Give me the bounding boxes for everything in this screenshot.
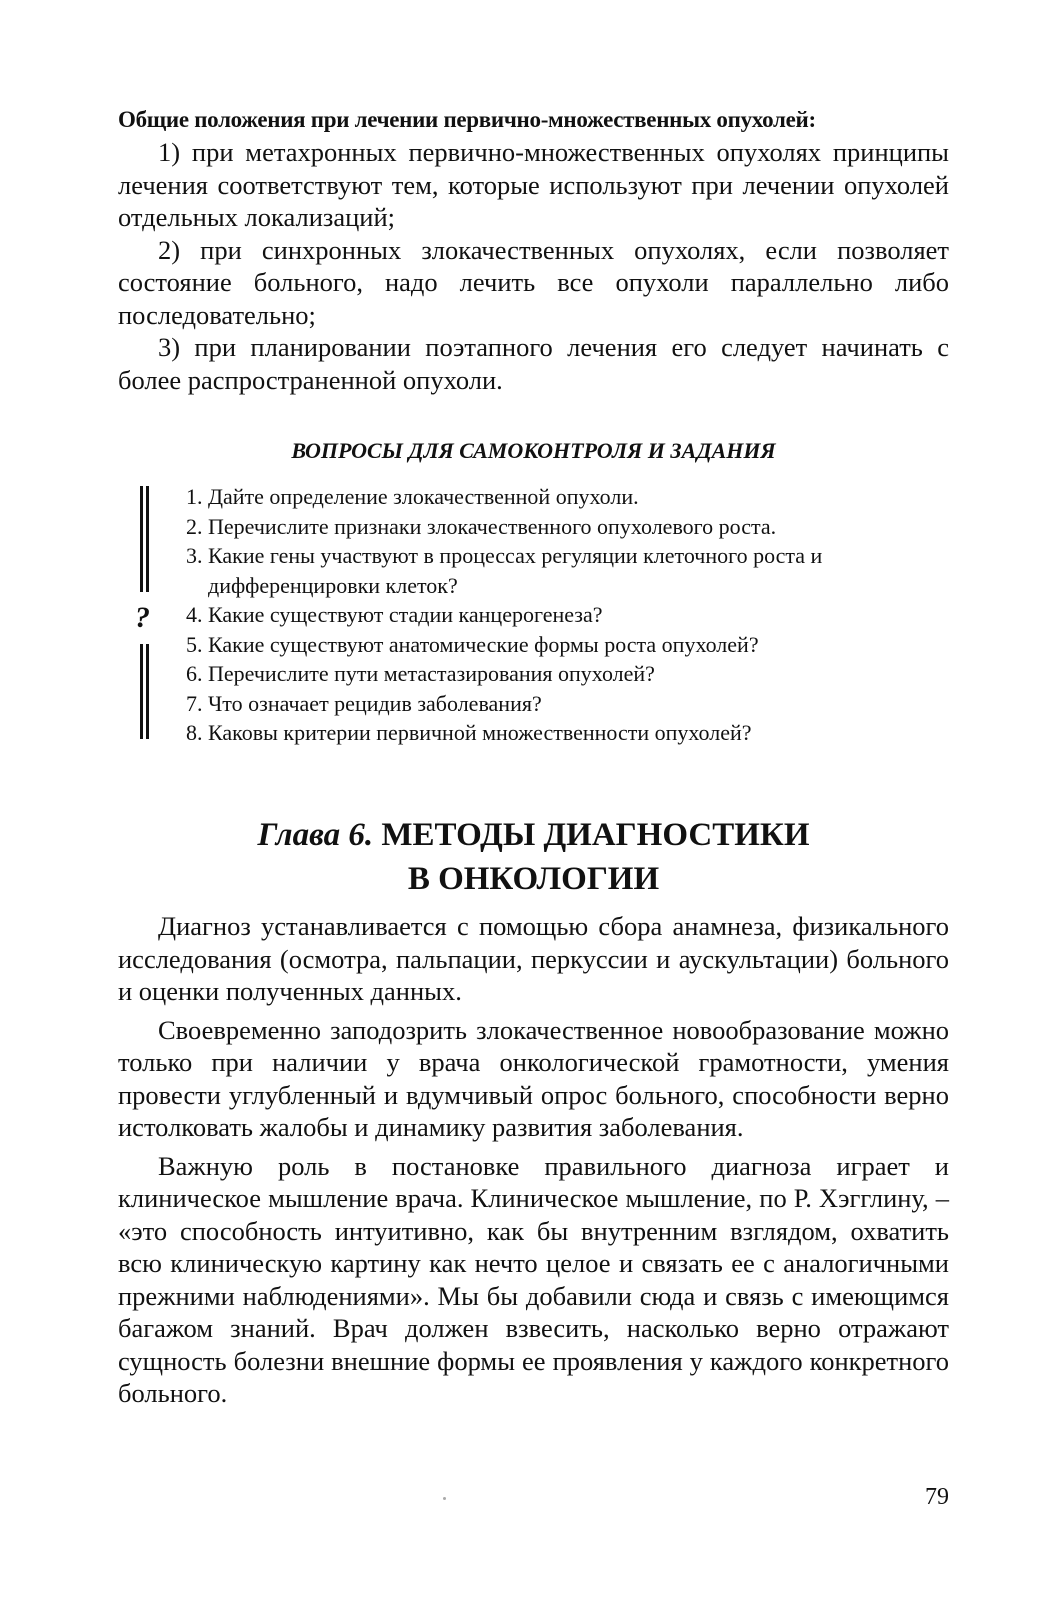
question-item [186,659,956,689]
chapter-label: Глава 6. [257,817,374,853]
question-text: Какие существуют стадии канцерогенеза? [208,602,603,627]
questions-list [186,482,956,748]
question-number: 7. [186,690,203,716]
question-number: 2. [186,513,203,539]
chapter-title-line-2: В ОНКОЛОГИИ [407,861,660,897]
question-number: 5. [186,631,203,657]
chapter-paragraph: Своевременно заподозрить злокачественное новообразование можно только при наличии у врача онкологической грамотности, умения провести углубленный и вдумчивый опрос больного, способности верно истолковать жалобы и динамику развития заболевания. [118,1014,949,1142]
chapter-body [118,910,949,1410]
margin-bar-upper-right [146,486,149,592]
question-text: Каковы критерии первичной множественности опухолей? [208,720,752,745]
question-number: 8. [186,720,203,745]
chapter-title-text: МЕТОДЫ ДИАГНОСТИКИ [381,817,810,853]
question-text: Что означает рецидив заболевания? [208,690,542,716]
question-item [186,718,956,748]
question-item [186,482,956,512]
question-number: 1. [186,484,203,509]
chapter-title-line-1 [118,813,949,857]
question-item [186,512,956,542]
chapter-title [118,813,949,901]
question-item [186,600,956,630]
general-item-3: 3) при планировании поэтапного лечения его следует начинать с более распространенной опухоли. [118,332,949,395]
question-item [186,689,956,719]
question-number: 3. [186,543,203,568]
question-text: Какие гены участвуют в процессах регуляции клеточного роста и дифференцировки клеток? [208,543,823,598]
question-number: 6. [186,661,203,686]
general-provisions-section [118,104,949,396]
question-text: Перечислите пути метастазирования опухолей? [208,661,655,686]
margin-bar-lower-right [146,644,149,739]
margin-bar-upper-left [140,486,143,592]
question-text: Перечислите признаки злокачественного опухолевого роста. [208,513,777,539]
general-provisions-heading: Общие положения при лечении первично-множественных опухолей: [118,107,816,132]
chapter-paragraph: Диагноз устанавливается с помощью сбора анамнеза, физикального исследования (осмотра, пальпации, перкуссии и аускультации) больного и оценки полученных данных. [118,911,949,1006]
question-text: Какие существуют анатомические формы роста опухолей? [208,631,759,657]
chapter-paragraph: Важную роль в постановке правильного диагноза играет и клиническое мышление врача. Клиническое мышление, по Р. Хэгглину, – «это способность интуитивно, как бы внутренним взглядом, охватить всю клиническую картину как нечто целое и связать ее с аналогичными прежними наблюдениями». Мы бы добавили сюда и связь с имеющимся багажом знаний. Врач должен взвесить, насколько верно отражают сущность болезни внешние формы ее проявления у каждого конкретного больного. [118,1150,949,1408]
question-mark-icon: ? [135,601,150,634]
general-item-1: 1) при метахронных первично-множественных опухолях принципы лечения соответствуют тем, которые используют при лечении опухолей отдельных локализаций; [118,137,949,232]
page-number: 79 [925,1484,949,1510]
questions-title: ВОПРОСЫ ДЛЯ САМОКОНТРОЛЯ И ЗАДАНИЯ [291,438,776,463]
margin-bar-lower-left [140,644,143,739]
question-text: Дайте определение злокачественной опухоли. [208,484,639,509]
question-item [186,630,956,660]
general-item-2: 2) при синхронных злокачественных опухолях, если позволяет состояние больного, надо лечить все опухоли параллельно либо последовательно; [118,234,949,330]
question-number: 4. [186,602,203,627]
question-item [186,541,956,600]
scan-speck [443,1497,446,1500]
